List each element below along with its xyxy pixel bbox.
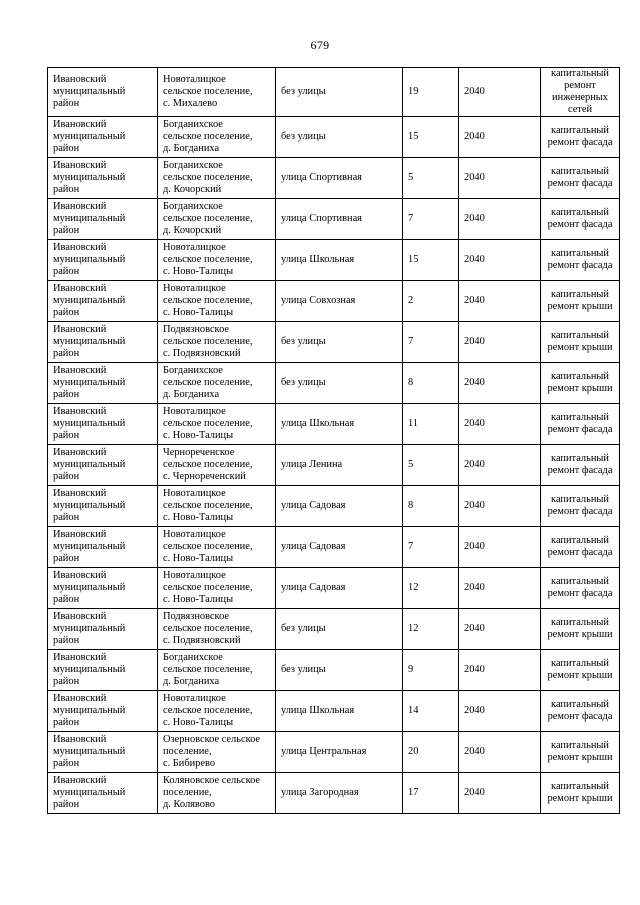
work-type-cell: капитальный ремонт фасада [541,691,620,732]
district-cell: Ивановский муниципальный район [48,445,158,486]
street-cell: улица Спортивная [276,158,403,199]
settlement-cell: Богданихское сельское поселение, д. Богданиха [158,117,276,158]
settlement-cell: Новоталицкое сельское поселение, с. Ново-Талицы [158,486,276,527]
street-cell: без улицы [276,68,403,117]
year-cell: 2040 [459,486,541,527]
street-cell: улица Садовая [276,486,403,527]
house-number-cell: 8 [403,363,459,404]
year-cell: 2040 [459,609,541,650]
settlement-cell: Подвязновское сельское поселение, с. Подвязновский [158,609,276,650]
year-cell: 2040 [459,691,541,732]
work-type-cell: капитальный ремонт фасада [541,527,620,568]
house-number-cell: 15 [403,117,459,158]
house-number-cell: 14 [403,691,459,732]
street-cell: без улицы [276,363,403,404]
work-type-cell: капитальный ремонт крыши [541,773,620,814]
house-number-cell: 5 [403,445,459,486]
district-cell: Ивановский муниципальный район [48,609,158,650]
house-number-cell: 9 [403,650,459,691]
year-cell: 2040 [459,404,541,445]
table-row [48,281,620,322]
year-cell: 2040 [459,68,541,117]
page-number: 679 [310,38,330,52]
settlement-cell: Новоталицкое сельское поселение, с. Ново-Талицы [158,527,276,568]
table-row [48,568,620,609]
settlement-cell: Новоталицкое сельское поселение, с. Ново-Талицы [158,568,276,609]
table-row [48,486,620,527]
district-cell: Ивановский муниципальный район [48,527,158,568]
year-cell: 2040 [459,363,541,404]
street-cell: улица Садовая [276,527,403,568]
house-number-cell: 15 [403,240,459,281]
year-cell: 2040 [459,240,541,281]
street-cell: улица Школьная [276,691,403,732]
house-number-cell: 17 [403,773,459,814]
work-type-cell: капитальный ремонт фасада [541,158,620,199]
house-number-cell: 2 [403,281,459,322]
year-cell: 2040 [459,322,541,363]
district-cell: Ивановский муниципальный район [48,240,158,281]
house-number-cell: 19 [403,68,459,117]
district-cell: Ивановский муниципальный район [48,732,158,773]
street-cell: улица Спортивная [276,199,403,240]
work-type-cell: капитальный ремонт крыши [541,363,620,404]
district-cell: Ивановский муниципальный район [48,363,158,404]
street-cell: без улицы [276,117,403,158]
work-type-cell: капитальный ремонт фасада [541,199,620,240]
work-type-cell: капитальный ремонт фасада [541,404,620,445]
district-cell: Ивановский муниципальный район [48,322,158,363]
street-cell: улица Школьная [276,240,403,281]
work-type-cell: капитальный ремонт крыши [541,732,620,773]
settlement-cell: Подвязновское сельское поселение, с. Подвязновский [158,322,276,363]
table-body [48,68,620,814]
year-cell: 2040 [459,650,541,691]
street-cell: без улицы [276,322,403,363]
settlement-cell: Богданихское сельское поселение, д. Кочорский [158,158,276,199]
street-cell: улица Загородная [276,773,403,814]
work-type-cell: капитальный ремонт фасада [541,568,620,609]
year-cell: 2040 [459,773,541,814]
work-type-cell: капитальный ремонт фасада [541,486,620,527]
settlement-cell: Новоталицкое сельское поселение, с. Ново-Талицы [158,240,276,281]
street-cell: улица Школьная [276,404,403,445]
table-row [48,445,620,486]
table-row [48,363,620,404]
table-row [48,322,620,363]
year-cell: 2040 [459,445,541,486]
house-number-cell: 8 [403,486,459,527]
settlement-cell: Коляновское сельское поселение, д. Колявово [158,773,276,814]
district-cell: Ивановский муниципальный район [48,650,158,691]
work-type-cell: капитальный ремонт фасада [541,240,620,281]
work-type-cell: капитальный ремонт крыши [541,609,620,650]
district-cell: Ивановский муниципальный район [48,199,158,240]
work-type-cell: капитальный ремонт фасада [541,117,620,158]
settlement-cell: Богданихское сельское поселение, д. Богданиха [158,650,276,691]
year-cell: 2040 [459,117,541,158]
district-cell: Ивановский муниципальный район [48,773,158,814]
district-cell: Ивановский муниципальный район [48,158,158,199]
year-cell: 2040 [459,158,541,199]
house-number-cell: 20 [403,732,459,773]
district-cell: Ивановский муниципальный район [48,117,158,158]
house-number-cell: 12 [403,568,459,609]
house-number-cell: 12 [403,609,459,650]
table-row [48,117,620,158]
district-cell: Ивановский муниципальный район [48,404,158,445]
house-number-cell: 5 [403,158,459,199]
settlement-cell: Новоталицкое сельское поселение, с. Михалево [158,68,276,117]
work-type-cell: капитальный ремонт фасада [541,445,620,486]
table-row [48,158,620,199]
house-number-cell: 11 [403,404,459,445]
settlement-cell: Богданихское сельское поселение, д. Кочорский [158,199,276,240]
settlement-cell: Новоталицкое сельское поселение, с. Ново-Талицы [158,691,276,732]
table-row [48,404,620,445]
table-row [48,773,620,814]
year-cell: 2040 [459,732,541,773]
table-row [48,732,620,773]
district-cell: Ивановский муниципальный район [48,68,158,117]
year-cell: 2040 [459,527,541,568]
street-cell: без улицы [276,650,403,691]
table-row [48,527,620,568]
district-cell: Ивановский муниципальный район [48,281,158,322]
settlement-cell: Богданихское сельское поселение, д. Богданиха [158,363,276,404]
table-row [48,691,620,732]
house-number-cell: 7 [403,527,459,568]
table-row [48,650,620,691]
work-type-cell: капитальный ремонт крыши [541,322,620,363]
table-row [48,68,620,117]
house-number-cell: 7 [403,322,459,363]
street-cell: без улицы [276,609,403,650]
street-cell: улица Совхозная [276,281,403,322]
year-cell: 2040 [459,281,541,322]
district-cell: Ивановский муниципальный район [48,568,158,609]
repair-plan-table [47,67,620,814]
district-cell: Ивановский муниципальный район [48,691,158,732]
street-cell: улица Садовая [276,568,403,609]
street-cell: улица Ленина [276,445,403,486]
year-cell: 2040 [459,199,541,240]
work-type-cell: капитальный ремонт крыши [541,281,620,322]
street-cell: улица Центральная [276,732,403,773]
settlement-cell: Чернореченское сельское поселение, с. Чернореченский [158,445,276,486]
house-number-cell: 7 [403,199,459,240]
table-row [48,199,620,240]
settlement-cell: Озерновское сельское поселение, с. Бибирево [158,732,276,773]
settlement-cell: Новоталицкое сельское поселение, с. Ново-Талицы [158,281,276,322]
district-cell: Ивановский муниципальный район [48,486,158,527]
table-row [48,240,620,281]
year-cell: 2040 [459,568,541,609]
work-type-cell: капитальный ремонт инженерных сетей [541,68,620,117]
work-type-cell: капитальный ремонт крыши [541,650,620,691]
settlement-cell: Новоталицкое сельское поселение, с. Ново-Талицы [158,404,276,445]
table-row [48,609,620,650]
